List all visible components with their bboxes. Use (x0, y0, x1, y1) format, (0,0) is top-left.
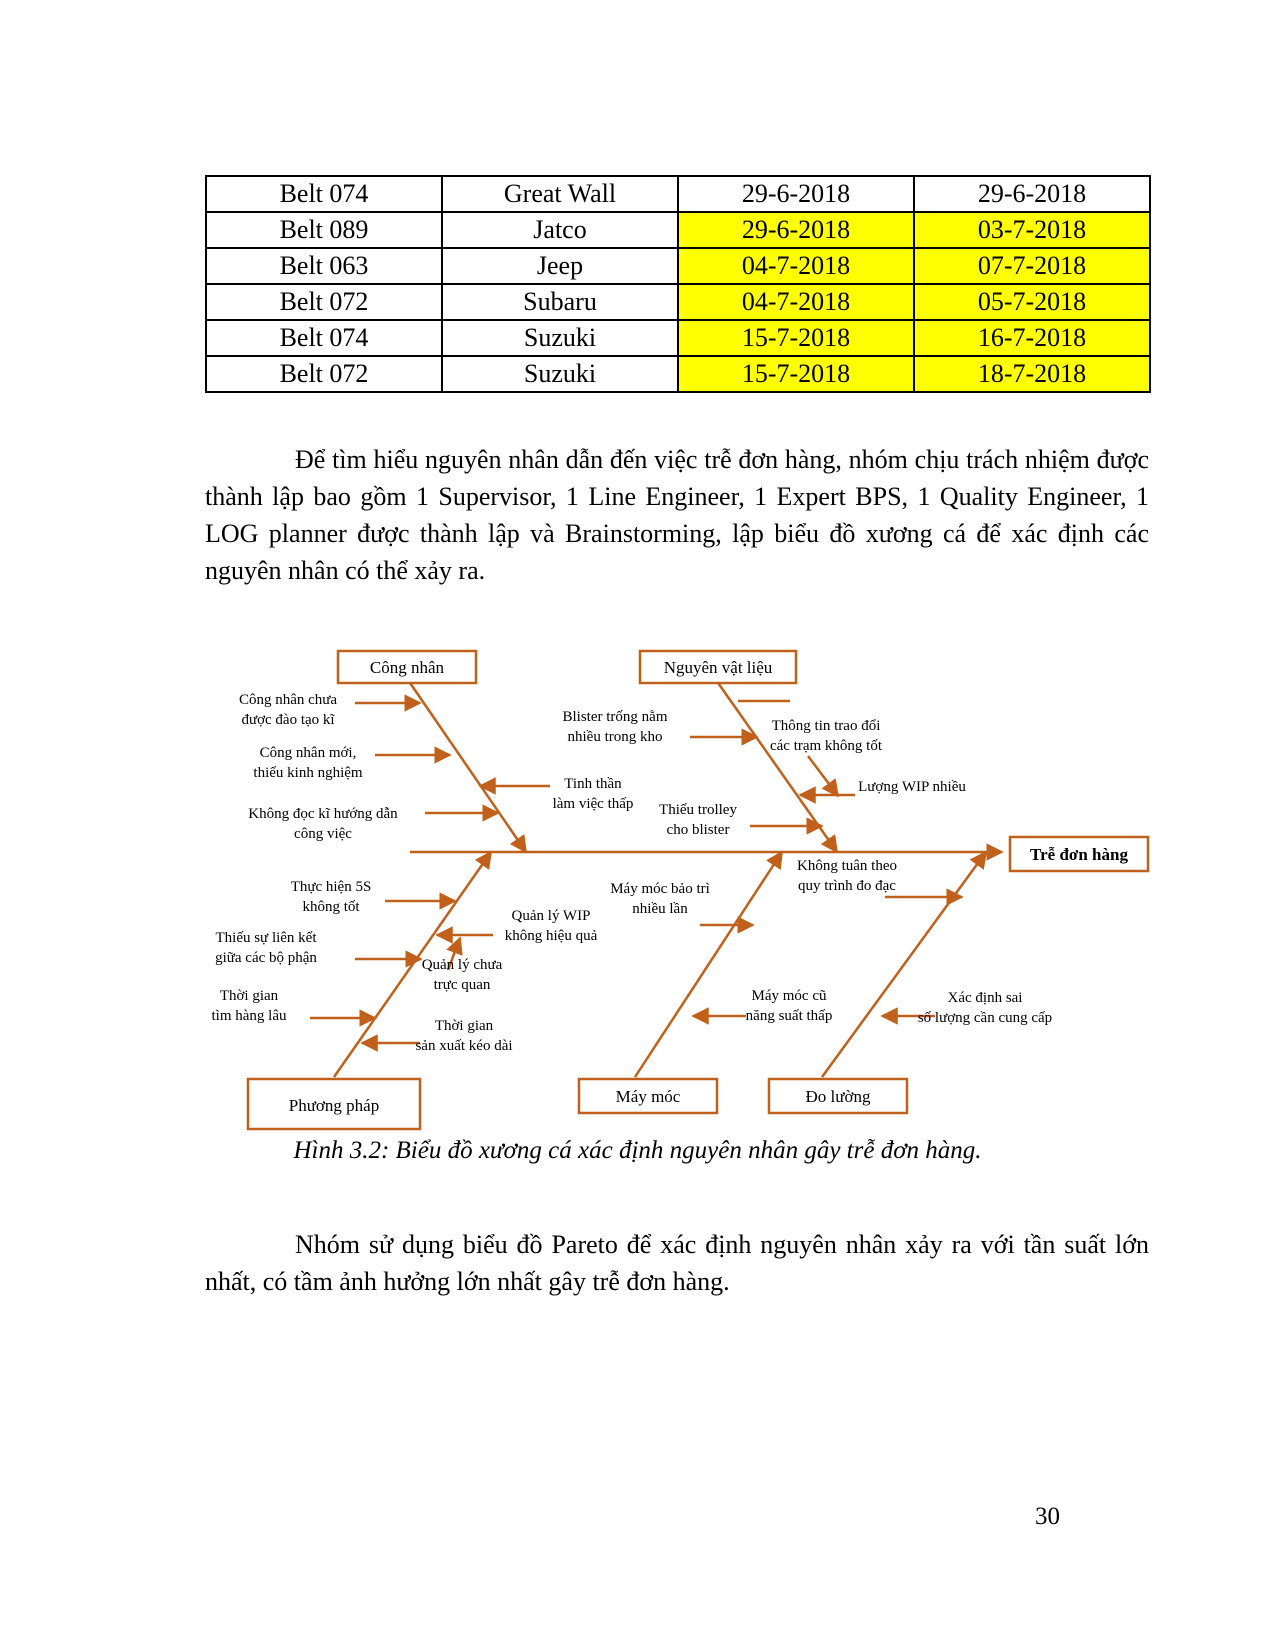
cause-dl2 (918, 990, 1052, 1026)
cause-nvl1 (563, 709, 668, 745)
cause-cn4 (248, 806, 398, 842)
table-cell-product: Belt 063 (206, 248, 442, 284)
cause-line: Thực hiện 5S (290, 879, 372, 895)
cause-line: được đào tạo kĩ (241, 712, 335, 728)
cause-pp3 (215, 930, 317, 966)
cause-line: Quản lý WIP (511, 908, 591, 924)
table-cell-customer: Suzuki (442, 320, 678, 356)
table-cell-date2: 07-7-2018 (914, 248, 1150, 284)
cause-line: làm việc thấp (552, 796, 634, 812)
cause-line: Máy móc bảo trì (610, 881, 710, 897)
table-cell-date1: 04-7-2018 (678, 248, 914, 284)
category-cong-nhan: Công nhân (369, 658, 445, 677)
cause-nvl2 (770, 718, 883, 754)
arrow-nvl2 (808, 756, 838, 796)
cause-line: số lượng cần cung cấp (917, 1010, 1053, 1026)
bone-cong-nhan (408, 680, 526, 852)
table-cell-product: Belt 089 (206, 212, 442, 248)
table-cell-date1: 29-6-2018 (678, 176, 914, 212)
cause-line: công việc (294, 826, 352, 842)
cause-line: Thời gian (219, 988, 279, 1004)
category-do-luong: Đo lường (805, 1087, 871, 1106)
cause-line: trực quan (433, 977, 491, 993)
table-cell-date1: 15-7-2018 (678, 320, 914, 356)
cause-line: Không tuân theo (797, 858, 897, 874)
cause-line: không hiệu quả (504, 928, 598, 944)
table-cell-customer: Subaru (442, 284, 678, 320)
cause-line: Thiếu trolley (659, 802, 737, 818)
cause-line: Thông tin trao đổi (771, 718, 881, 734)
cause-pp1 (291, 879, 372, 915)
intro-paragraph: Để tìm hiểu nguyên nhân dẫn đến việc trễ đơn hàng, nhóm chịu trách nhiệm được thành lập bao gồm 1 Supervisor, 1 Line Engineer, 1 Expert BPS, 1 Quality Engineer, 1 LOG planner được thành lập và Brainstorming, lập biểu đồ xương cá để xác định các nguyên nhân có thể xảy ra. (205, 445, 1149, 585)
cause-cn3 (553, 776, 634, 812)
cause-line: Không đọc kĩ hướng dẫn (248, 806, 398, 822)
table-cell-product: Belt 074 (206, 176, 442, 212)
cause-cn1 (239, 692, 337, 728)
table-cell-product: Belt 072 (206, 284, 442, 320)
cause-line: nhiều trong kho (567, 729, 663, 745)
table-cell-product: Belt 074 (206, 320, 442, 356)
cause-pp4 (422, 957, 503, 993)
table-cell-date2: 03-7-2018 (914, 212, 1150, 248)
cause-line: Quản lý chưa (421, 957, 503, 973)
category-may-moc: Máy móc (615, 1087, 681, 1106)
cause-line: Công nhân mới, (259, 745, 357, 761)
cause-line: Công nhân chưa (238, 692, 338, 708)
effect-label: Trễ đơn hàng (1030, 845, 1128, 864)
cause-line: thiếu kinh nghiệm (253, 765, 363, 781)
table-cell-date2: 05-7-2018 (914, 284, 1150, 320)
table-cell-date2: 18-7-2018 (914, 356, 1150, 392)
cause-nvl4 (659, 802, 737, 838)
table-cell-date1: 15-7-2018 (678, 356, 914, 392)
cause-pp5 (212, 988, 287, 1024)
cause-mm1 (610, 881, 710, 917)
table-cell-customer: Jatco (442, 212, 678, 248)
cause-line: Máy móc cũ (751, 988, 827, 1004)
cause-line: không tốt (302, 899, 360, 915)
category-nguyen-vat-lieu: Nguyên vật liệu (663, 658, 773, 677)
cause-line: Thiếu sự liên kết (215, 930, 317, 946)
cause-line: các trạm không tốt (769, 738, 883, 754)
cause-line: Thời gian (434, 1018, 494, 1034)
pareto-paragraph: Nhóm sử dụng biểu đồ Pareto để xác định nguyên nhân xảy ra với tần suất lớn nhất, có tầm ảnh hưởng lớn nhất gây trễ đơn hàng. (205, 1230, 1149, 1296)
cause-line: năng suất thấp (745, 1008, 833, 1024)
figure-caption: Hình 3.2: Biểu đồ xương cá xác định nguyên nhân gây trễ đơn hàng. (293, 1137, 982, 1164)
category-phuong-phap: Phương pháp (288, 1096, 380, 1115)
cause-pp2 (505, 908, 598, 944)
cause-line: giữa các bộ phận (215, 950, 317, 966)
cause-line: Xác định sai (947, 990, 1023, 1006)
page-number: 30 (1035, 1503, 1060, 1530)
cause-line: nhiều lần (632, 901, 688, 917)
table-cell-product: Belt 072 (206, 356, 442, 392)
table-cell-date2: 16-7-2018 (914, 320, 1150, 356)
cause-line: quy trình đo đạc (798, 878, 896, 894)
cause-dl1 (797, 858, 897, 894)
cause-pp6 (415, 1018, 512, 1054)
table-cell-customer: Great Wall (442, 176, 678, 212)
cause-line: Blister trống nằm (562, 709, 668, 725)
cause-cn2 (253, 745, 362, 781)
cause-line: sản xuất kéo dài (415, 1038, 513, 1054)
cause-mm2 (746, 988, 833, 1024)
table-cell-date1: 04-7-2018 (678, 284, 914, 320)
cause-line: cho blister (666, 822, 730, 838)
cause-line: Tinh thần (564, 776, 622, 792)
cause-line: tìm hàng lâu (211, 1008, 287, 1024)
cause-nvl3 (858, 779, 966, 795)
table-cell-customer: Suzuki (442, 356, 678, 392)
table-cell-date1: 29-6-2018 (678, 212, 914, 248)
cause-labels (212, 692, 1053, 1054)
table-cell-date2: 29-6-2018 (914, 176, 1150, 212)
table-cell-customer: Jeep (442, 248, 678, 284)
cause-line: Lượng WIP nhiều (858, 779, 966, 795)
